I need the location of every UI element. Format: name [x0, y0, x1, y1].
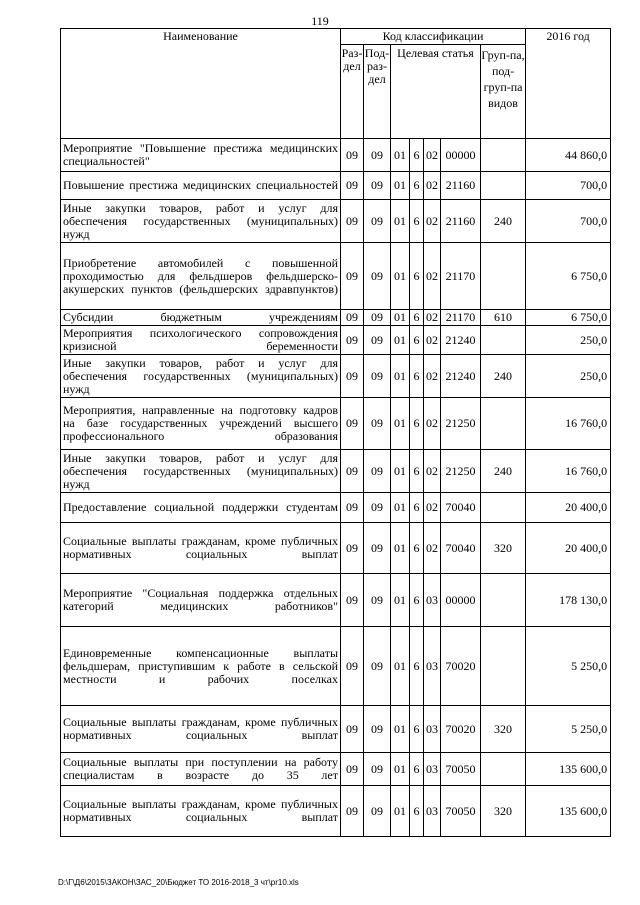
header-target: Целевая статья	[391, 45, 481, 139]
row-t1: 01	[391, 398, 410, 450]
row-amount: 44 860,0	[526, 139, 611, 172]
table-row	[61, 786, 611, 837]
row-amount: 16 760,0	[526, 450, 611, 493]
row-name: Приобретение автомобилей с повышенной проходимостью для фельдшеров фельдшерско-акушерских пунктов (фельдшерских здравпунктов)	[61, 243, 341, 310]
row-name: Социальные выплаты гражданам, кроме публичных нормативных социальных выплат	[61, 706, 341, 753]
row-t2: 6	[410, 326, 424, 355]
row-razdel: 09	[341, 523, 364, 574]
row-group: 240	[481, 200, 526, 243]
row-razdel: 09	[341, 243, 364, 310]
table-body	[61, 139, 611, 837]
row-t1: 01	[391, 200, 410, 243]
row-amount: 250,0	[526, 326, 611, 355]
row-t4: 21170	[441, 243, 481, 310]
row-podrazdel: 09	[364, 243, 391, 310]
row-t4: 21240	[441, 326, 481, 355]
row-name: Мероприятие "Социальная поддержка отдельных категорий медицинских работников"	[61, 574, 341, 627]
row-podrazdel: 09	[364, 706, 391, 753]
table-row	[61, 627, 611, 706]
row-t2: 6	[410, 523, 424, 574]
row-podrazdel: 09	[364, 139, 391, 172]
row-t3: 02	[424, 326, 441, 355]
row-razdel: 09	[341, 753, 364, 786]
row-t1: 01	[391, 355, 410, 398]
table-row	[61, 172, 611, 200]
row-podrazdel: 09	[364, 574, 391, 627]
header-group: Груп-па, под-груп-па видов	[481, 45, 526, 139]
row-amount: 250,0	[526, 355, 611, 398]
header-year: 2016 год	[526, 29, 611, 139]
row-group	[481, 172, 526, 200]
row-t3: 02	[424, 493, 441, 523]
row-amount: 700,0	[526, 200, 611, 243]
row-t1: 01	[391, 450, 410, 493]
row-t1: 01	[391, 523, 410, 574]
budget-table	[60, 28, 611, 837]
row-group: 320	[481, 706, 526, 753]
row-t3: 02	[424, 523, 441, 574]
row-t3: 02	[424, 172, 441, 200]
row-t3: 02	[424, 243, 441, 310]
row-group	[481, 493, 526, 523]
file-path-footer: D:\Г\Д6\2015\ЗАКОН\ЗАС_20\Бюджет ТО 2016-2018_3 чт\pr10.xls	[58, 878, 299, 887]
row-amount: 20 400,0	[526, 523, 611, 574]
row-podrazdel: 09	[364, 523, 391, 574]
row-razdel: 09	[341, 398, 364, 450]
row-name: Мероприятия, направленные на подготовку кадров на базе государственных учреждений высшего профессионального образования	[61, 398, 341, 450]
row-t3: 02	[424, 398, 441, 450]
row-t3: 03	[424, 706, 441, 753]
row-group	[481, 627, 526, 706]
row-group: 320	[481, 786, 526, 837]
row-t2: 6	[410, 706, 424, 753]
table-row	[61, 706, 611, 753]
row-name: Социальные выплаты гражданам, кроме публичных нормативных социальных выплат	[61, 786, 341, 837]
row-t2: 6	[410, 355, 424, 398]
row-t4: 21170	[441, 310, 481, 326]
row-podrazdel: 09	[364, 398, 391, 450]
row-podrazdel: 09	[364, 355, 391, 398]
row-razdel: 09	[341, 574, 364, 627]
row-group: 240	[481, 450, 526, 493]
row-group: 320	[481, 523, 526, 574]
table-row	[61, 200, 611, 243]
row-podrazdel: 09	[364, 310, 391, 326]
row-amount: 5 250,0	[526, 706, 611, 753]
table-row	[61, 355, 611, 398]
row-razdel: 09	[341, 450, 364, 493]
row-name: Единовременные компенсационные выплаты фельдшерам, приступившим к работе в сельской местности и рабочих поселках	[61, 627, 341, 706]
row-group	[481, 243, 526, 310]
row-name: Повышение престижа медицинских специальностей	[61, 172, 341, 200]
row-t4: 21250	[441, 450, 481, 493]
row-t1: 01	[391, 706, 410, 753]
row-t4: 21160	[441, 172, 481, 200]
row-razdel: 09	[341, 310, 364, 326]
row-razdel: 09	[341, 355, 364, 398]
header-podrazdel: Под-раз-дел	[364, 45, 391, 139]
row-t2: 6	[410, 139, 424, 172]
row-amount: 5 250,0	[526, 627, 611, 706]
row-razdel: 09	[341, 627, 364, 706]
table-row	[61, 574, 611, 627]
row-name: Иные закупки товаров, работ и услуг для обеспечения государственных (муниципальных) нужд	[61, 200, 341, 243]
row-group: 240	[481, 355, 526, 398]
row-t4: 70050	[441, 786, 481, 837]
row-group	[481, 753, 526, 786]
row-group	[481, 574, 526, 627]
row-podrazdel: 09	[364, 627, 391, 706]
table-row	[61, 450, 611, 493]
row-t2: 6	[410, 493, 424, 523]
row-t4: 00000	[441, 574, 481, 627]
page-number: 119	[311, 14, 329, 28]
row-podrazdel: 09	[364, 326, 391, 355]
row-t3: 03	[424, 786, 441, 837]
row-name: Предоставление социальной поддержки студентам	[61, 493, 341, 523]
row-name: Мероприятие "Повышение престижа медицинских специальностей"	[61, 139, 341, 172]
row-t1: 01	[391, 326, 410, 355]
row-t1: 01	[391, 139, 410, 172]
row-t4: 70050	[441, 753, 481, 786]
row-podrazdel: 09	[364, 493, 391, 523]
header-name: Наименование	[61, 29, 341, 139]
row-t3: 02	[424, 139, 441, 172]
row-t4: 21250	[441, 398, 481, 450]
row-group	[481, 139, 526, 172]
table-row	[61, 243, 611, 310]
row-name: Мероприятия психологического сопровождения кризисной беременности	[61, 326, 341, 355]
row-podrazdel: 09	[364, 450, 391, 493]
row-t1: 01	[391, 627, 410, 706]
row-t2: 6	[410, 753, 424, 786]
table-row	[61, 398, 611, 450]
row-razdel: 09	[341, 786, 364, 837]
row-t1: 01	[391, 243, 410, 310]
row-t1: 01	[391, 493, 410, 523]
table-row	[61, 753, 611, 786]
row-razdel: 09	[341, 706, 364, 753]
row-t3: 03	[424, 627, 441, 706]
row-t4: 70040	[441, 523, 481, 574]
row-amount: 135 600,0	[526, 786, 611, 837]
row-t4: 00000	[441, 139, 481, 172]
row-t3: 03	[424, 753, 441, 786]
row-t1: 01	[391, 574, 410, 627]
row-t3: 02	[424, 310, 441, 326]
row-t4: 70020	[441, 627, 481, 706]
table-row	[61, 326, 611, 355]
row-amount: 6 750,0	[526, 310, 611, 326]
row-t3: 02	[424, 450, 441, 493]
row-name: Иные закупки товаров, работ и услуг для обеспечения государственных (муниципальных) нужд	[61, 450, 341, 493]
row-t1: 01	[391, 753, 410, 786]
row-t4: 21240	[441, 355, 481, 398]
row-t3: 03	[424, 574, 441, 627]
row-razdel: 09	[341, 200, 364, 243]
row-podrazdel: 09	[364, 172, 391, 200]
header-razdel: Раз-дел	[341, 45, 364, 139]
row-t3: 02	[424, 355, 441, 398]
row-name: Субсидии бюджетным учреждениям	[61, 310, 341, 326]
row-group	[481, 326, 526, 355]
row-t2: 6	[410, 200, 424, 243]
row-group: 610	[481, 310, 526, 326]
row-podrazdel: 09	[364, 200, 391, 243]
row-t4: 70040	[441, 493, 481, 523]
row-t1: 01	[391, 786, 410, 837]
table-row	[61, 139, 611, 172]
row-t2: 6	[410, 172, 424, 200]
row-t4: 21160	[441, 200, 481, 243]
row-amount: 6 750,0	[526, 243, 611, 310]
row-t2: 6	[410, 627, 424, 706]
row-t4: 70020	[441, 706, 481, 753]
row-razdel: 09	[341, 326, 364, 355]
row-amount: 16 760,0	[526, 398, 611, 450]
row-t1: 01	[391, 310, 410, 326]
row-t2: 6	[410, 243, 424, 310]
row-t1: 01	[391, 172, 410, 200]
header-code-group: Код классификации	[341, 29, 526, 45]
table-row	[61, 493, 611, 523]
row-razdel: 09	[341, 493, 364, 523]
row-amount: 20 400,0	[526, 493, 611, 523]
row-t2: 6	[410, 786, 424, 837]
row-name: Социальные выплаты при поступлении на работу специалистам в возрасте до 35 лет	[61, 753, 341, 786]
row-t2: 6	[410, 450, 424, 493]
row-razdel: 09	[341, 139, 364, 172]
row-name: Социальные выплаты гражданам, кроме публичных нормативных социальных выплат	[61, 523, 341, 574]
table-row	[61, 310, 611, 326]
row-group	[481, 398, 526, 450]
row-amount: 700,0	[526, 172, 611, 200]
row-t2: 6	[410, 310, 424, 326]
table-row	[61, 523, 611, 574]
row-t2: 6	[410, 398, 424, 450]
row-podrazdel: 09	[364, 786, 391, 837]
row-amount: 135 600,0	[526, 753, 611, 786]
row-amount: 178 130,0	[526, 574, 611, 627]
row-t3: 02	[424, 200, 441, 243]
row-podrazdel: 09	[364, 753, 391, 786]
row-razdel: 09	[341, 172, 364, 200]
row-t2: 6	[410, 574, 424, 627]
row-name: Иные закупки товаров, работ и услуг для обеспечения государственных (муниципальных) нужд	[61, 355, 341, 398]
